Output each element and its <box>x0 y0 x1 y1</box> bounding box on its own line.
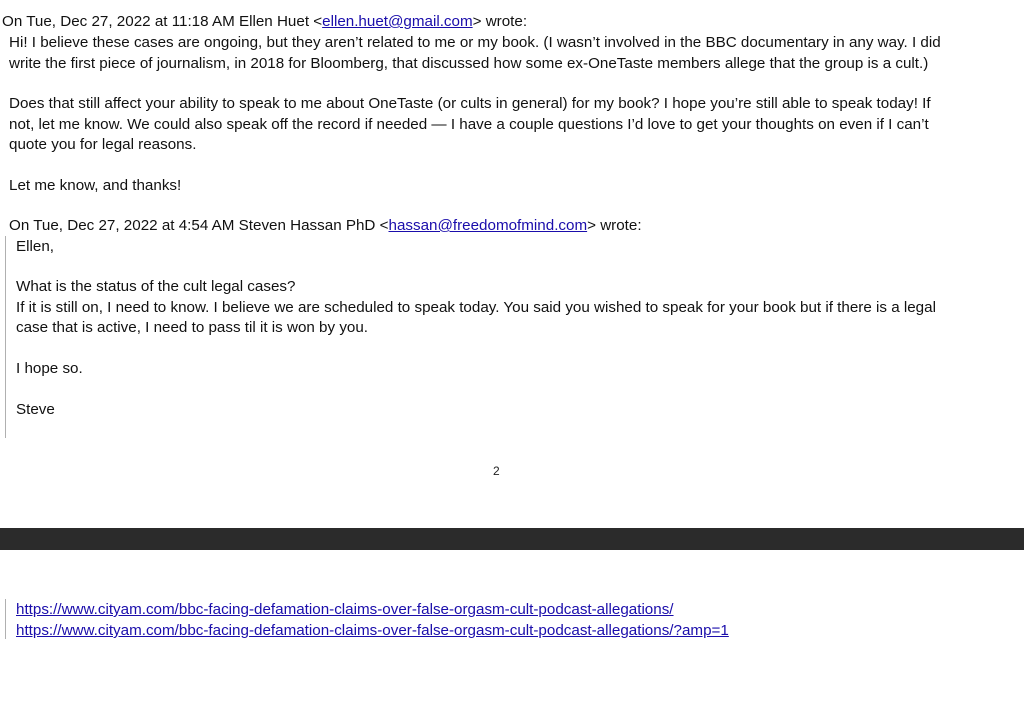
reply-header <box>2 12 527 32</box>
link-row-2 <box>16 621 729 641</box>
quoted-line-1: What is the status of the cult legal cases? <box>16 278 296 295</box>
quoted-sender-email-link[interactable]: hassan@freedomofmind.com <box>388 217 588 234</box>
cityam-amp-article-link[interactable]: https://www.cityam.com/bbc-facing-defamation-claims-over-false-orgasm-cult-podcast-allegations/?amp=1 <box>16 622 729 639</box>
sender-email-link[interactable]: ellen.huet@gmail.com <box>322 13 473 30</box>
reply-paragraph-2-line-2: not, let me know. We could also speak off the record if needed — I have a couple questions I’d love to get your thoughts on even if I can’t <box>9 116 929 133</box>
quote-bar <box>5 236 6 438</box>
reply-header-prefix: On Tue, Dec 27, 2022 at 11:18 AM Ellen Huet < <box>2 13 323 30</box>
quoted-line-4: I hope so. <box>16 360 83 377</box>
quoted-greeting: Ellen, <box>16 238 54 255</box>
quoted-line-2: If it is still on, I need to know. I believe we are scheduled to speak today. You said you wished to speak for your book but if there is a legal <box>16 299 936 316</box>
quoted-line-3: case that is active, I need to pass til it is won by you. <box>16 319 369 336</box>
reply-paragraph-1-line-2: write the first piece of journalism, in 2018 for Bloomberg, that discussed how some ex-OneTaste members allege that the group is a cult.) <box>9 55 929 72</box>
page-separator <box>0 528 1024 550</box>
reply-header-suffix: > wrote: <box>472 13 528 30</box>
reply-paragraph-2-line-3: quote you for legal reasons. <box>9 136 197 153</box>
link-row-1 <box>16 600 674 620</box>
quoted-header-suffix: > wrote: <box>587 217 642 234</box>
quoted-header <box>9 216 642 236</box>
page-number: 2 <box>493 464 500 478</box>
reply-paragraph-2-line-1: Does that still affect your ability to speak to me about OneTaste (or cults in general) for my book? I hope you’re still able to speak today! If <box>9 95 931 112</box>
cityam-article-link[interactable]: https://www.cityam.com/bbc-facing-defamation-claims-over-false-orgasm-cult-podcast-allegations/ <box>16 601 674 618</box>
reply-closing: Let me know, and thanks! <box>9 177 182 194</box>
quoted-signature: Steve <box>16 401 55 418</box>
links-quote-bar <box>5 599 6 639</box>
quoted-header-prefix: On Tue, Dec 27, 2022 at 4:54 AM Steven Hassan PhD < <box>9 217 389 234</box>
reply-paragraph-1-line-1: Hi! I believe these cases are ongoing, but they aren’t related to me or my book. (I wasn’t involved in the BBC documentary in any way. I did <box>9 34 941 51</box>
